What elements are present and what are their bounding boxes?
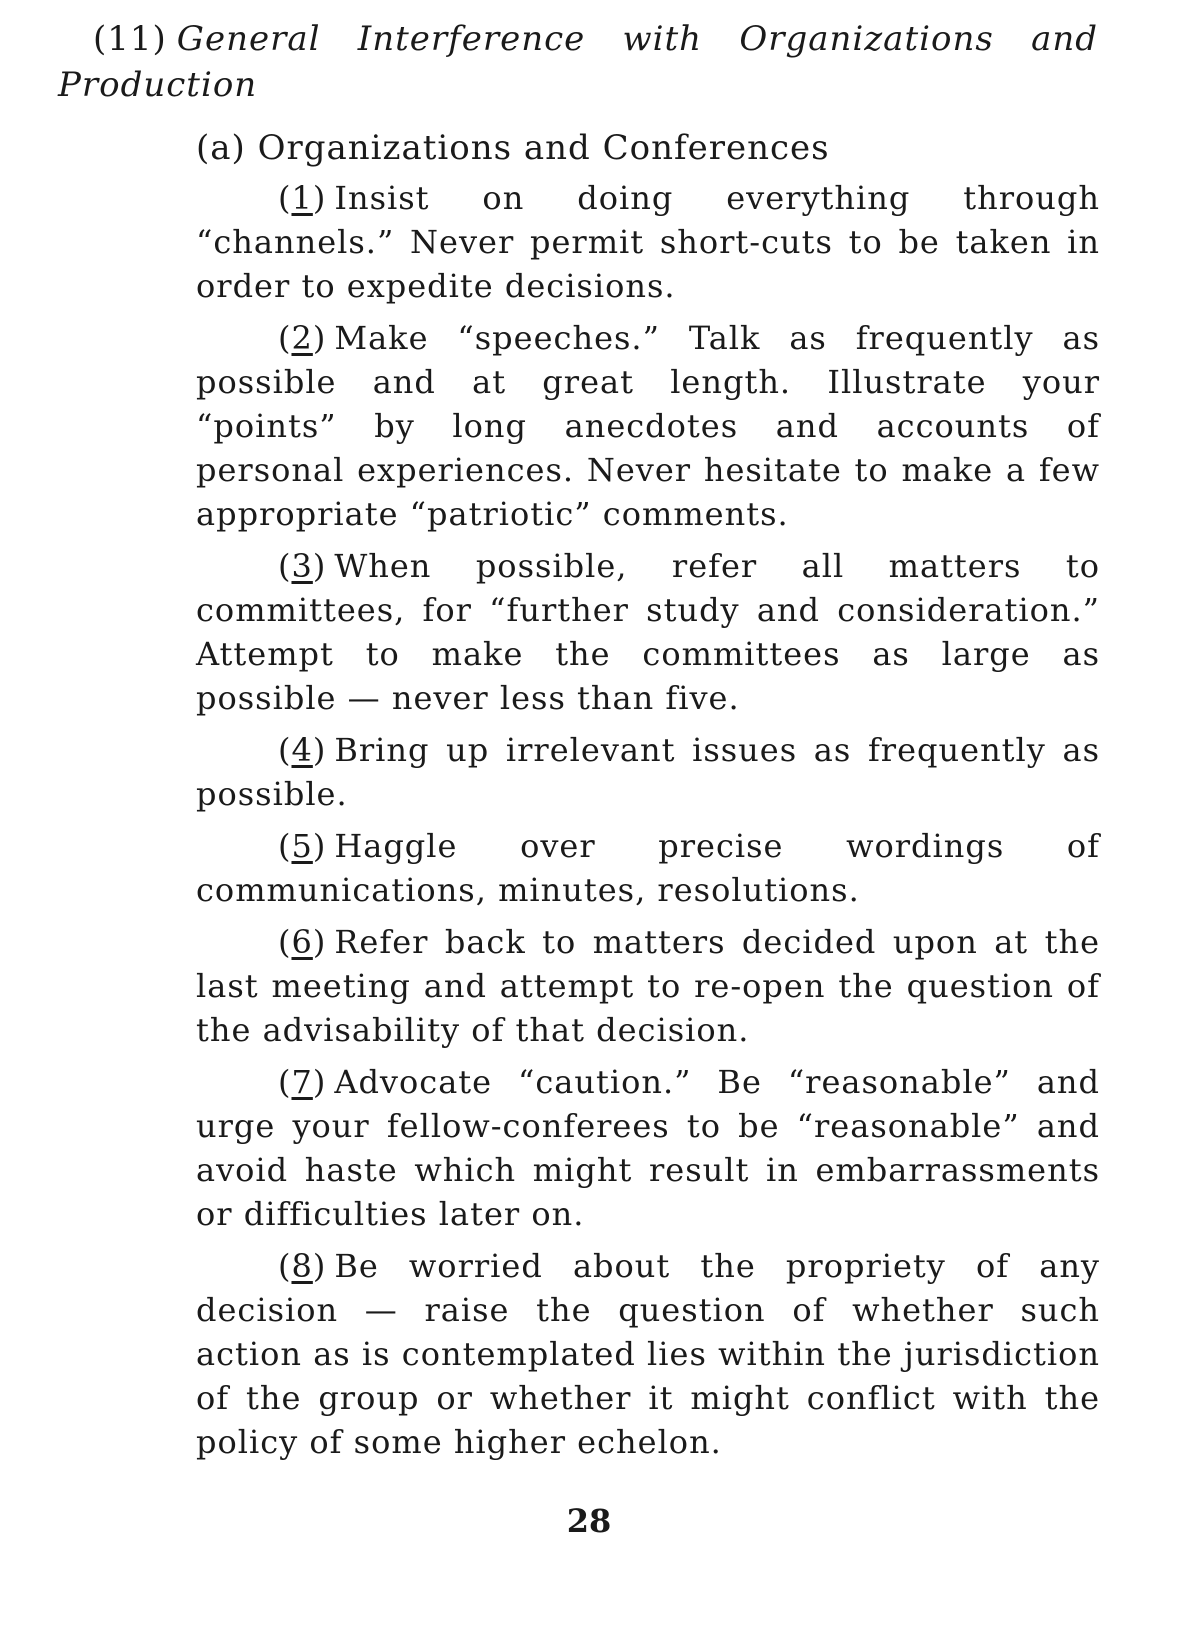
list-item (196, 1244, 1100, 1464)
list-item (196, 728, 1100, 816)
list-item (196, 1060, 1100, 1236)
item-marker: (1) (278, 179, 327, 217)
page-number: 28 (566, 1502, 612, 1540)
list-item (196, 920, 1100, 1052)
list-item (196, 316, 1100, 536)
item-text: Bring up irrelevant issues as frequently as possible. (196, 731, 1100, 813)
item-marker: (3) (278, 547, 327, 585)
item-marker: (2) (278, 319, 327, 357)
item-marker: (8) (278, 1247, 327, 1285)
item-text: Haggle over precise wordings of communications, minutes, resolutions. (196, 827, 1100, 909)
item-marker: (6) (278, 923, 327, 961)
item-marker: (7) (278, 1063, 327, 1101)
list-item (196, 824, 1100, 912)
item-text: When possible, refer all matters to committees, for “further study and consideration.” Attempt to make the committees as large as possible — never less than five. (196, 547, 1100, 717)
item-text: Be worried about the propriety of any decision — raise the question of whether such action as is contemplated lies within the jurisdiction of the group or whether it might conflict with the policy of some higher echelon. (196, 1247, 1100, 1461)
item-marker: (5) (278, 827, 327, 865)
list-item (196, 544, 1100, 720)
item-marker: (4) (278, 731, 327, 769)
section-heading (58, 16, 1098, 108)
item-text: Make “speeches.” Talk as frequently as possible and at great length. Illustrate your “points” by long anecdotes and accounts of personal experiences. Never hesitate to make a few appropriate “patriotic” comments. (196, 319, 1100, 533)
list-item (196, 176, 1100, 308)
item-text: Insist on doing everything through “channels.” Never permit short-cuts to be taken in order to expedite decisions. (196, 179, 1100, 305)
subsection-heading: (a) Organizations and Conferences (196, 128, 830, 168)
item-text: Advocate “caution.” Be “reasonable” and urge your fellow-conferees to be “reasonable” and avoid haste which might result in embarrassments or difficulties later on. (196, 1063, 1100, 1233)
section-title: General Interference with Organizations and Production (58, 19, 1098, 105)
item-list (196, 176, 1100, 1472)
section-number: (11) (93, 19, 167, 59)
item-text: Refer back to matters decided upon at the last meeting and attempt to re-open the question of the advisability of that decision. (196, 923, 1100, 1049)
